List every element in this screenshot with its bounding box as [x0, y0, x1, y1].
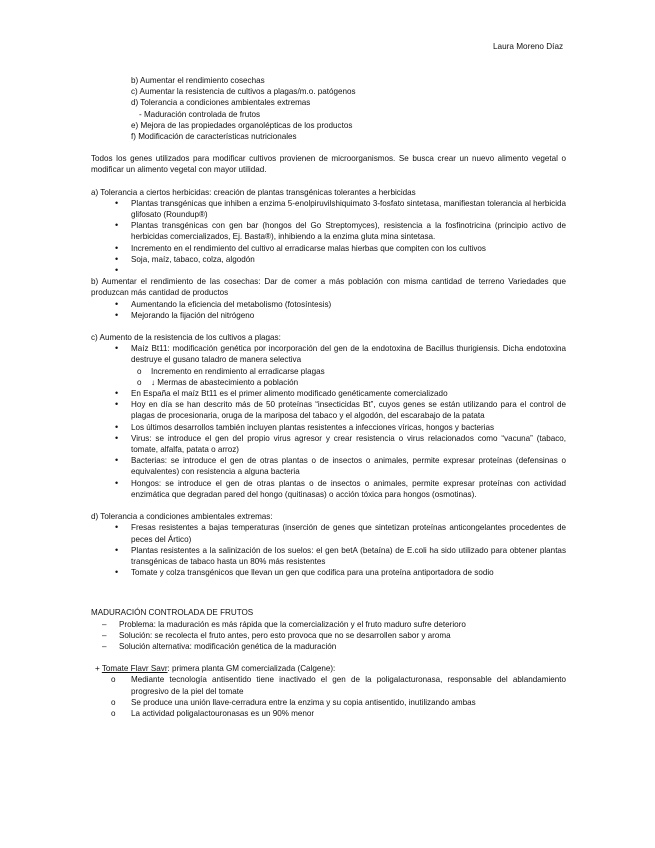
section-a-title: a) Tolerancia a ciertos herbicidas: creación de plantas transgénicas tolerantes a herbicidas: [91, 187, 416, 197]
list-item: • Fresas resistentes a bajas temperaturas (inserción de genes que sintetizan proteínas anticongelantes procedentes de peces del Ártico): [131, 522, 566, 544]
list-item-text: Maíz Bt11: modificación genética por incorporación del gen de la endotoxina de Bacillus thurigiensis. Dicha endotoxina destruye el gusano taladro de manera selectiva: [131, 344, 566, 365]
list-item: • Hongos: se introduce el gen de otras plantas o de insectos o animales, permite expresar proteínas con actividad enzimática que degradan pared del hongo (quitinasas) o acción tóxica para hongos (osmotinas).: [131, 478, 566, 500]
list-item: • Soja, maíz, tabaco, colza, algodón: [131, 254, 566, 265]
objective-c: c) Aumentar la resistencia de cultivos a plagas/m.o. patógenos: [131, 87, 356, 97]
list-item: • Incremento en el rendimiento del cultivo al erradicarse malas hierbas que compiten con los cultivos: [131, 243, 566, 254]
sub-list-item: o Incremento en rendimiento al erradicarse plagas: [151, 366, 566, 377]
sub-list-item: o ↓ Mermas de abastecimiento a población: [151, 377, 566, 388]
list-item: – Solución alternativa: modificación genética de la maduración: [119, 641, 566, 652]
objective-e: e) Mejora de las propiedades organolépticas de los productos: [131, 120, 353, 130]
author-header: Laura Moreno Díaz: [493, 42, 564, 51]
list-item: • Tomate y colza transgénicos que llevan un gen que codifica para una proteína antiportadora de sodio: [131, 567, 566, 578]
section-c-list: [91, 343, 566, 500]
section-a-list: [91, 198, 566, 276]
section-c-sublist: [131, 366, 566, 388]
list-item: • Los últimos desarrollos también incluyen plantas resistentes a infecciones víricas, hongos y bacterias: [131, 422, 566, 433]
objective-b: b) Aumentar el rendimiento cosechas: [131, 76, 265, 85]
section-d-list: [91, 522, 566, 578]
list-item: • Mejorando la fijación del nitrógeno: [131, 310, 566, 321]
objective-d-sub: - Maduración controlada de frutos: [139, 109, 261, 119]
objectives-list: [91, 75, 566, 142]
list-item: • Plantas transgénicas con gen bar (hongos del Go Streptomyces), resistencia a la fosfinotricina (principio activo de herbicidas comercializados, Ej. Basta®), inhibiendo a la enzima gluta mina sintetasa.: [131, 220, 566, 242]
list-item: – Solución: se recolecta el fruto antes, pero esto provoca que no se desarrollen sabor y aroma: [119, 630, 566, 641]
list-item: • Hoy en día se han descrito más de 50 proteínas “insecticidas Bt”, cuyos genes se están utilizando para el control de plagas de procesionaria, oruga de la mariposa del tabaco y el algodón, del escarabajo de la patata: [131, 399, 566, 421]
list-item: • Bacterias: se introduce el gen de otras plantas o de insectos o animales, permite expresar proteínas (defensinas o equivalentes) con resistencia a alguna bacteria: [131, 455, 566, 477]
tomate-desc: : primera planta GM comercializada (Calgene):: [167, 664, 336, 674]
list-item: • Plantas resistentes a la salinización de los suelos: el gen betA (betaína) de E.coli ha sido utilizado para obtener plantas transgénicas de tabaco hasta un 80% más resistentes: [131, 545, 566, 567]
section-b-title: b) Aumentar el rendimiento de las cosechas: Dar de comer a más población con misma cantidad de terreno Variedades que produzcan más cantidad de productos: [91, 277, 566, 298]
list-item: • En España el maíz Bt11 es el primer alimento modificado genéticamente comercializado: [131, 388, 566, 399]
section-b-list: [91, 299, 566, 321]
intro-paragraph: Todos los genes utilizados para modificar cultivos provienen de microorganismos. Se busca crear un nuevo alimento vegetal o modificar un alimento vegetal con mayor utilidad.: [91, 154, 566, 175]
list-item: – Problema: la maduración es más rápida que la comercialización y el fruto maduro sufre deterioro: [119, 619, 566, 630]
tomate-prefix: +: [95, 664, 102, 674]
list-item: [131, 343, 566, 388]
section-c-title: c) Aumento de la resistencia de los cultivos a plagas:: [91, 333, 281, 343]
objective-d: d) Tolerancia a condiciones ambientales extremas: [131, 98, 311, 108]
list-item: o Se produce una unión llave-cerradura entre la enzima y su copia antisentido, inutilizando ambas: [131, 697, 566, 708]
list-item: • Plantas transgénicas que inhiben a enzima 5-enolpiruvilshiquimato 3-fosfato sintetasa, manifiestan tolerancia al herbicida glifosato (Roundup®): [131, 198, 566, 220]
tomate-heading: [91, 663, 566, 674]
list-item-empty: [131, 265, 566, 276]
list-item: o La actividad poligalactouronasas es un 90% menor: [131, 708, 566, 719]
document-body: [91, 75, 566, 719]
maduracion-title: MADURACIÓN CONTROLADA DE FRUTOS: [91, 608, 254, 618]
list-item: o Mediante tecnología antisentido tiene inactivado el gen de la poligalacturonasa, responsable del ablandamiento progresivo de la piel del tomate: [131, 674, 566, 696]
tomate-name: Tomate Flavr Savr: [101, 664, 168, 674]
tomate-list: [91, 674, 566, 719]
section-d-title: d) Tolerancia a condiciones ambientales extremas:: [91, 512, 273, 522]
objective-f: f) Modificación de características nutricionales: [131, 132, 297, 142]
list-item: • Virus: se introduce el gen del propio virus agresor y crear resistencia o virus relacionados como “vacuna” (tabaco, tomate, alfalfa, patata o arroz): [131, 433, 566, 455]
list-item: • Aumentando la eficiencia del metabolismo (fotosíntesis): [131, 299, 566, 310]
maduracion-list: [91, 619, 566, 653]
